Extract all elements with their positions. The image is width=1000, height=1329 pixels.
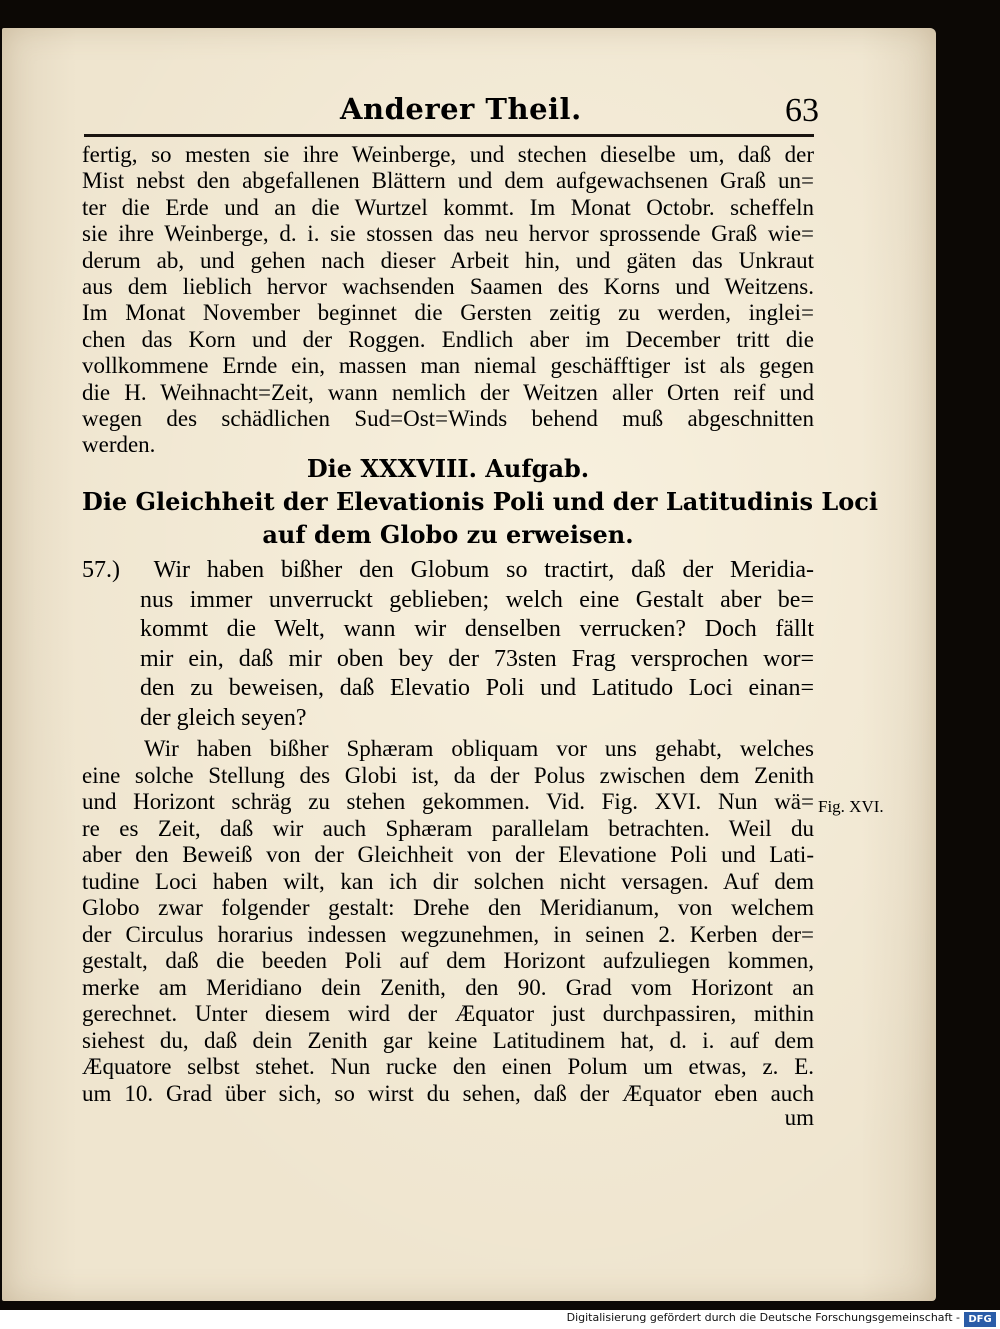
question-line: der gleich seyen? [140, 704, 307, 731]
answer-line: und Horizont schräg zu stehen gekommen. Vid. Fig. XVI. Nun wä= [82, 789, 814, 814]
text-line: wegen des schädlichen Sud=Ost=Winds behend muß abgeschnitten [82, 405, 814, 431]
question-number: 57.) [82, 557, 120, 583]
section-heading [82, 452, 878, 551]
answer-line: eine solche Stellung des Globi ist, da der Polus zwischen dem Zenith [82, 762, 814, 788]
answer-line: merke am Meridiano dein Zenith, den 90. Grad vom Horizont an [82, 974, 814, 1000]
answer-line: re es Zeit, daß wir auch Sphæram parallelam betrachten. Weil du [82, 815, 814, 841]
question-line: kommt die Welt, wann wir denselben verrucken? Doch fällt [140, 616, 814, 642]
running-title: Anderer Theil. [340, 92, 582, 126]
question [82, 556, 814, 733]
answer-line: um 10. Grad über sich, so wirst du sehen, daß der Æquator eben auch [82, 1080, 814, 1106]
dfg-logo: DFG [964, 1312, 996, 1327]
catchword: um [784, 1105, 814, 1130]
answer-line: Globo zwar folgender gestalt: Drehe den Meridianum, von welchem [82, 895, 814, 920]
text-line: ter die Erde und an die Wurtzel kommt. Im Monat Octobr. scheffeln [82, 194, 814, 220]
question-text: Wir haben bißher den Globum so tractirt, daß der Meridia- [153, 557, 815, 583]
text-line: Mist nebst den abgefallenen Blättern und dem aufgewachsenen Graß un= [82, 168, 814, 194]
answer-line: aber den Beweiß von der Gleichheit von der Elevatione Poli und Lati- [82, 842, 814, 867]
section-subtitle-line: Die Gleichheit der Elevationis Poli und der Latitudinis Loci [82, 487, 878, 516]
margin-figure-reference: Fig. XVI. [818, 797, 884, 816]
text-line: aus dem lieblich hervor wachsenden Saamen des Korns und Weitzens. [82, 273, 814, 299]
text-line: werden. [82, 432, 156, 458]
text-line: sie ihre Weinberge, d. i. sie stossen das neu hervor sprossende Graß wie= [82, 221, 814, 247]
text-line: chen das Korn und der Roggen. Endlich aber im December tritt die [82, 326, 814, 352]
question-line: mir ein, daß mir oben bey der 73sten Frag versprochen wor= [140, 645, 814, 672]
section-subtitle-line: auf dem Globo zu erweisen. [262, 520, 634, 549]
header-rule [84, 134, 814, 137]
answer-line: Wir haben bißher Sphæram obliquam vor uns gehabt, welches [144, 736, 814, 761]
page-number: 63 [785, 92, 819, 129]
text-line: die H. Weihnacht=Zeit, wann nemlich der Weitzen aller Orten reif und [82, 379, 814, 405]
question-line: den zu beweisen, daß Elevatio Poli und Latitudo Loci einan= [140, 675, 814, 701]
section-title: Die XXXVIII. Aufgab. [306, 454, 590, 483]
funding-credit: Digitalisierung gefördert durch die Deutsche Forschungsgemeinschaft - [566, 1311, 960, 1324]
question-line [82, 556, 814, 586]
answer [82, 736, 814, 1107]
text-line: fertig, so mesten sie ihre Weinberge, und stechen dieselbe um, daß der [82, 142, 814, 167]
page-header [340, 92, 820, 132]
answer-line: gerechnet. Unter diesem wird der Æquator just durchpassiren, mithin [82, 1001, 814, 1026]
text-line: Im Monat November beginnet die Gersten zeitig zu werden, inglei= [82, 300, 814, 326]
text-line: vollkommene Ernde ein, massen man niemal geschäfftiger ist als gegen [82, 353, 814, 379]
answer-line: Æquatore selbst stehet. Nun rucke den einen Polum um etwas, z. E. [82, 1054, 814, 1079]
footer [0, 1310, 1000, 1329]
answer-line: gestalt, daß die beeden Poli auf dem Horizont aufzuliegen kommen, [82, 948, 814, 973]
answer-line: tudine Loci haben wilt, kan ich dir solchen nicht versagen. Auf dem [82, 868, 814, 894]
text-line: derum ab, und gehen nach dieser Arbeit hin, und gäten das Unkraut [82, 247, 814, 273]
answer-line: der Circulus horarius indessen wegzunehmen, in seinen 2. Kerben der= [82, 921, 814, 947]
answer-line: siehest du, daß dein Zenith gar keine Latitudinem hat, d. i. auf dem [82, 1027, 814, 1053]
question-line: nus immer unverruckt geblieben; welch eine Gestalt aber be= [140, 586, 814, 613]
paragraph-top [82, 142, 814, 459]
